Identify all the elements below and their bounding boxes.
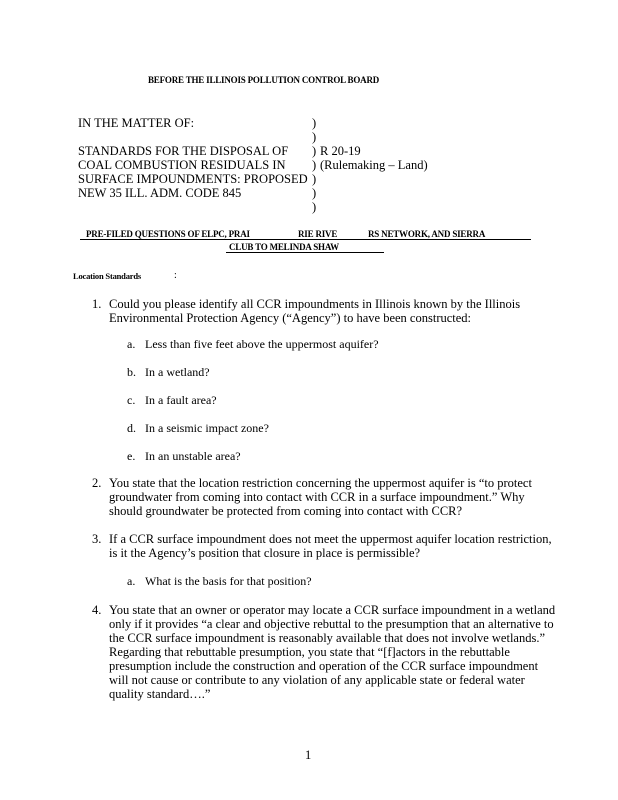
- question-line: If a CCR surface impoundment does not meet the uppermost aquifer location restriction,: [109, 532, 552, 546]
- rulemaking-type: (Rulemaking – Land): [320, 158, 428, 172]
- section-heading-colon: :: [174, 270, 177, 281]
- caption-paren: ): [312, 158, 317, 172]
- question-line: You state that an owner or operator may locate a CCR surface impoundment in a wetland: [109, 603, 556, 617]
- q1-sub-d-text: In a seismic impact zone?: [145, 421, 269, 435]
- question-line: groundwater from coming into contact with CCR in a surface impoundment.” Why: [109, 490, 525, 504]
- question-3-number: 3.: [92, 532, 102, 546]
- q1-sub-c-text: In a fault area?: [145, 393, 217, 407]
- question-line: the CCR surface impoundment is reasonably available that does not involve wetlands.”: [109, 631, 546, 645]
- caption-left-line: STANDARDS FOR THE DISPOSAL OF: [78, 144, 289, 158]
- caption-left-line: [78, 130, 308, 144]
- question-1-text: [109, 297, 520, 325]
- caption-right-line: [320, 186, 428, 200]
- caption-paren: ): [312, 130, 317, 144]
- question-line: is it the Agency’s position that closure in place is permissible?: [109, 546, 421, 560]
- q1-sub-e-text: In an unstable area?: [145, 449, 241, 463]
- caption-right-line: [320, 172, 428, 186]
- question-3-text: [109, 532, 552, 560]
- q1-sub-a-label: a.: [127, 337, 136, 351]
- page-number: 1: [305, 748, 312, 762]
- question-1-number: 1.: [92, 297, 102, 311]
- question-line: will not cause or contribute to any violation of any applicable state or federal water: [109, 673, 525, 687]
- title-underline-1: [80, 239, 531, 240]
- caption-paren: ): [312, 116, 317, 130]
- question-line: presumption include the construction and operation of the CCR surface impoundment: [109, 659, 539, 673]
- q1-sub-b-label: b.: [127, 365, 136, 379]
- caption-left-line: NEW 35 ILL. ADM. CODE 845: [78, 186, 242, 200]
- question-line: Environmental Protection Agency (“Agency”) to have been constructed:: [109, 311, 472, 325]
- title-line-1a: PRE-FILED QUESTIONS OF ELPC, PRAI: [86, 229, 250, 239]
- caption-paren: ): [312, 172, 317, 186]
- question-2-number: 2.: [92, 476, 102, 490]
- title-line-1b: RIE RIVE: [298, 229, 338, 239]
- caption-right-line: [320, 116, 428, 130]
- caption-right-line: [320, 130, 428, 144]
- caption-right-line: [320, 200, 428, 214]
- caption-parens: [312, 116, 316, 214]
- question-4-number: 4.: [92, 603, 102, 617]
- q1-sub-c-label: c.: [127, 393, 136, 407]
- q1-sub-e-label: e.: [127, 449, 136, 463]
- question-line: quality standard….”: [109, 687, 211, 701]
- question-4-text: [109, 603, 555, 701]
- caption-right: [320, 116, 428, 214]
- title-underline-2: [226, 252, 384, 253]
- question-line: should groundwater be protected from coming into contact with CCR?: [109, 504, 463, 518]
- board-title: BEFORE THE ILLINOIS POLLUTION CONTROL BOARD: [148, 75, 380, 85]
- question-line: You state that the location restriction concerning the uppermost aquifer is “to protect: [109, 476, 532, 490]
- title-line-1c: RS NETWORK, AND SIERRA: [368, 229, 486, 239]
- caption-left: [78, 116, 308, 214]
- caption-paren: ): [312, 186, 317, 200]
- title-line-2: CLUB TO MELINDA SHAW: [229, 242, 339, 252]
- question-line: Could you please identify all CCR impoundments in Illinois known by the Illinois: [109, 297, 521, 311]
- q3-sub-a-text: What is the basis for that position?: [145, 574, 312, 588]
- caption-left-line: SURFACE IMPOUNDMENTS: PROPOSED: [78, 172, 308, 186]
- caption-paren: ): [312, 144, 317, 158]
- caption-left-line: COAL COMBUSTION RESIDUALS IN: [78, 158, 286, 172]
- section-heading: Location Standards: [73, 271, 141, 281]
- question-line: Regarding that rebuttable presumption, you state that “[f]actors in the rebuttable: [109, 645, 510, 659]
- caption-left-line: [78, 200, 308, 214]
- caption-left-line: IN THE MATTER OF:: [78, 116, 195, 130]
- q1-sub-a-text: Less than five feet above the uppermost aquifer?: [145, 337, 379, 351]
- question-line: only if it provides “a clear and objective rebuttal to the presumption that an alternative to: [109, 617, 554, 631]
- question-2-text: [109, 476, 532, 518]
- q3-sub-a-label: a.: [127, 574, 136, 588]
- docket-number: R 20-19: [320, 144, 361, 158]
- q1-sub-d-label: d.: [127, 421, 136, 435]
- q1-sub-b-text: In a wetland?: [145, 365, 210, 379]
- caption-paren: ): [312, 200, 317, 214]
